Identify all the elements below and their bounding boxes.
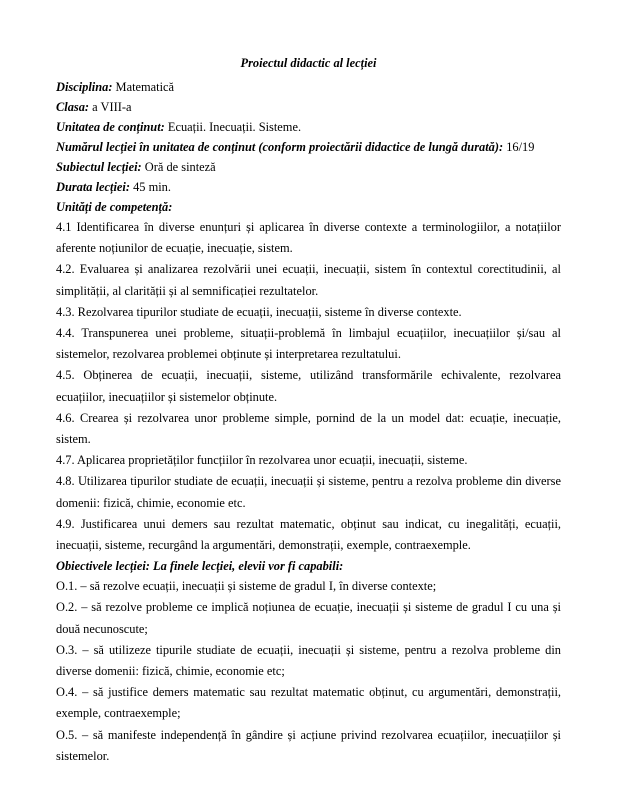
document-title: Proiectul didactic al lecției: [240, 56, 377, 70]
competency-item: 4.3. Rezolvarea tipurilor studiate de ecuații, inecuații, sisteme în diverse contexte.: [56, 304, 462, 319]
objective-item: O.2. – să rezolve probleme ce implică noțiunea de ecuație, inecuații și sisteme de gradul I cu una și două necunoscute;: [56, 600, 561, 636]
meta-subject: [56, 157, 561, 177]
objective-item: O.4. – să justifice demers matematic sau rezultat matematic obținut, cu argumentări, demonstrații, exemple, contraexemple;: [56, 685, 561, 721]
competency-item: 4.1 Identificarea în diverse enunțuri și aplicarea în diverse contexte a terminologiilor, a notațiilor aferente noțiunilor de ecuație, inecuație, sistem.: [56, 220, 561, 256]
meta-value: Oră de sinteză: [141, 160, 216, 174]
meta-discipline: [56, 77, 561, 97]
competency-item: 4.4. Transpunerea unei probleme, situații-problemă în limbajul ecuațiilor, inecuațiilor și/sau al sistemelor, rezolvarea problemei obținute și interpretarea rezultatului.: [56, 326, 561, 362]
objective-item: O.1. – să rezolve ecuații, inecuații și sisteme de gradul I, în diverse contexte;: [56, 579, 437, 594]
lesson-plan: [56, 55, 561, 767]
meta-duration: [56, 177, 561, 197]
competency-item: 4.7. Aplicarea proprietăților funcțiilor în rezolvarea unor ecuații, inecuații, sisteme.: [56, 453, 468, 468]
meta-class: [56, 97, 561, 117]
objective-item: O.3. – să utilizeze tipurile studiate de ecuații, inecuații și sisteme, pentru a rezolva probleme din diverse domenii: fizică, chimie, economie etc;: [56, 642, 561, 679]
competencies-heading: Unități de competență:: [56, 200, 173, 214]
competency-item: 4.2. Evaluarea și analizarea rezolvării unei ecuații, inecuații, sistem în contextul corectitudinii, al simplității, al clarității și al semnificației rezultatelor.: [56, 262, 561, 298]
competency-item: 4.8. Utilizarea tipurilor studiate de ecuații, inecuații și sisteme, pentru a rezolva probleme din diverse domenii: fizică, chimie, economie etc.: [56, 474, 561, 510]
meta-content-unit: [56, 117, 561, 137]
meta-label: Numărul lecției în unitatea de conținut (conform proiectării didactice de lungă durată):: [56, 140, 504, 154]
competency-item: 4.6. Crearea și rezolvarea unor probleme simple, pornind de la un model dat: ecuație, inecuație, sistem.: [56, 410, 561, 447]
meta-value: 16/19: [503, 140, 535, 154]
meta-label: Disciplina:: [56, 80, 113, 94]
meta-label: Subiectul lecției:: [56, 160, 142, 174]
meta-value: 45 min.: [130, 180, 171, 194]
meta-label: Unitatea de conținut:: [56, 120, 165, 134]
objectives-heading: Obiectivele lecției: La finele lecției, elevii vor fi capabili:: [56, 559, 344, 574]
meta-label: Clasa:: [56, 100, 90, 114]
meta-lesson-number: [56, 137, 561, 157]
meta-label: Durata lecției:: [56, 180, 130, 194]
objective-item: O.5. – să manifeste independență în gândire și acțiune privind rezolvarea ecuațiilor, inecuațiilor și sistemelor.: [56, 727, 561, 763]
meta-value: Ecuații. Inecuații. Sisteme.: [164, 120, 302, 134]
competency-item: 4.9. Justificarea unui demers sau rezultat matematic, obținut sau indicat, cu inegalități, ecuații, inecuații, sisteme, recurgând la argumentări, demonstrații, exemple, contraexemple.: [56, 516, 561, 553]
meta-value: Matematică: [112, 80, 175, 94]
meta-value: a VIII-a: [89, 100, 132, 114]
competency-item: 4.5. Obținerea de ecuații, inecuații, sisteme, utilizând transformările echivalente, rezolvarea ecuațiilor, inecuațiilor și sistemelor obținute.: [56, 368, 561, 404]
